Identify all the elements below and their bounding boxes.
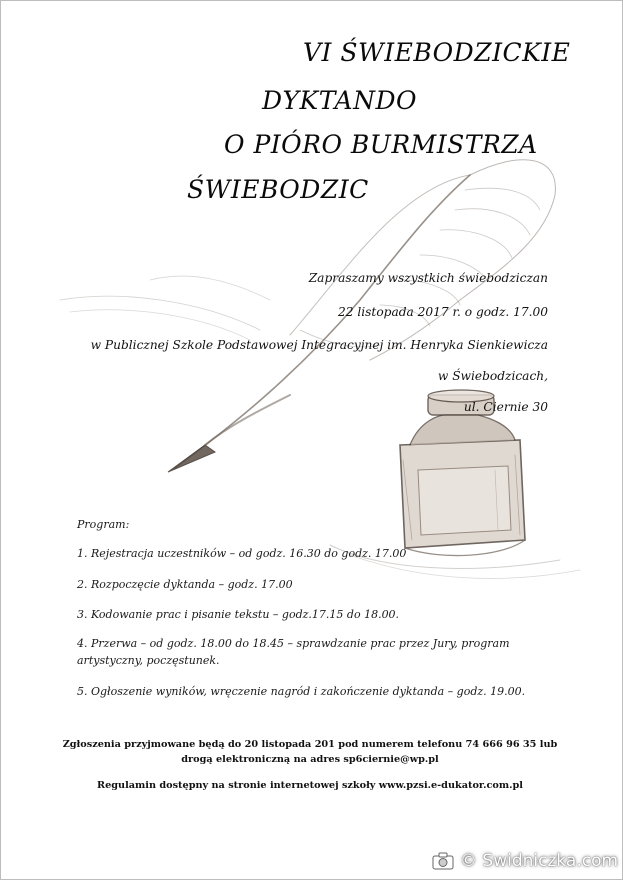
invitation-line-3: w Publicznej Szkole Podstawowej Integracyjnej im. Henryka Sienkiewicza <box>90 338 548 352</box>
title-line-3: O PIÓRO BURMISTRZA <box>224 130 538 159</box>
invitation-line-2: 22 listopada 2017 r. o godz. 17.00 <box>337 305 548 319</box>
invitation-line-5: ul. Ciernie 30 <box>463 400 548 414</box>
program-item-3: 3. Kodowanie prac i pisanie tekstu – godz.17.15 do 18.00. <box>77 608 400 621</box>
camera-icon <box>432 852 454 870</box>
program-item-4: 4. Przerwa – od godz. 18.00 do 18.45 – sprawdzanie prac przez Jury, program artystyczny, poczęstunek. <box>77 637 510 667</box>
watermark <box>432 843 621 878</box>
rules-note: Regulamin dostępny na stronie internetowej szkoły www.pzsi.e-dukator.com.pl <box>97 780 523 791</box>
title-line-1: VI ŚWIEBODZICKIE <box>303 38 571 67</box>
program-item-1: 1. Rejestracja uczestników – od godz. 16.30 do godz. 17.00 <box>77 547 407 560</box>
program-item-5: 5. Ogłoszenie wyników, wręczenie nagród i zakończenie dyktanda – godz. 19.00. <box>77 685 526 698</box>
watermark-text: © Swidniczka.com <box>460 850 619 871</box>
invitation-line-4: w Świebodzicach, <box>437 369 548 383</box>
title-line-4: ŚWIEBODZIC <box>187 175 369 204</box>
registration-note: Zgłoszenia przyjmowane będą do 20 listopada 201 pod numerem telefonu 74 666 96 35 lub drogą elektroniczną na adres sp6ciernie@wp.pl <box>62 739 558 765</box>
program-heading: Program: <box>77 518 130 531</box>
program-item-2: 2. Rozpoczęcie dyktanda – godz. 17.00 <box>77 578 293 591</box>
title-line-2: DYKTANDO <box>262 86 418 115</box>
invitation-line-1: Zapraszamy wszystkich świebodziczan <box>308 271 548 285</box>
